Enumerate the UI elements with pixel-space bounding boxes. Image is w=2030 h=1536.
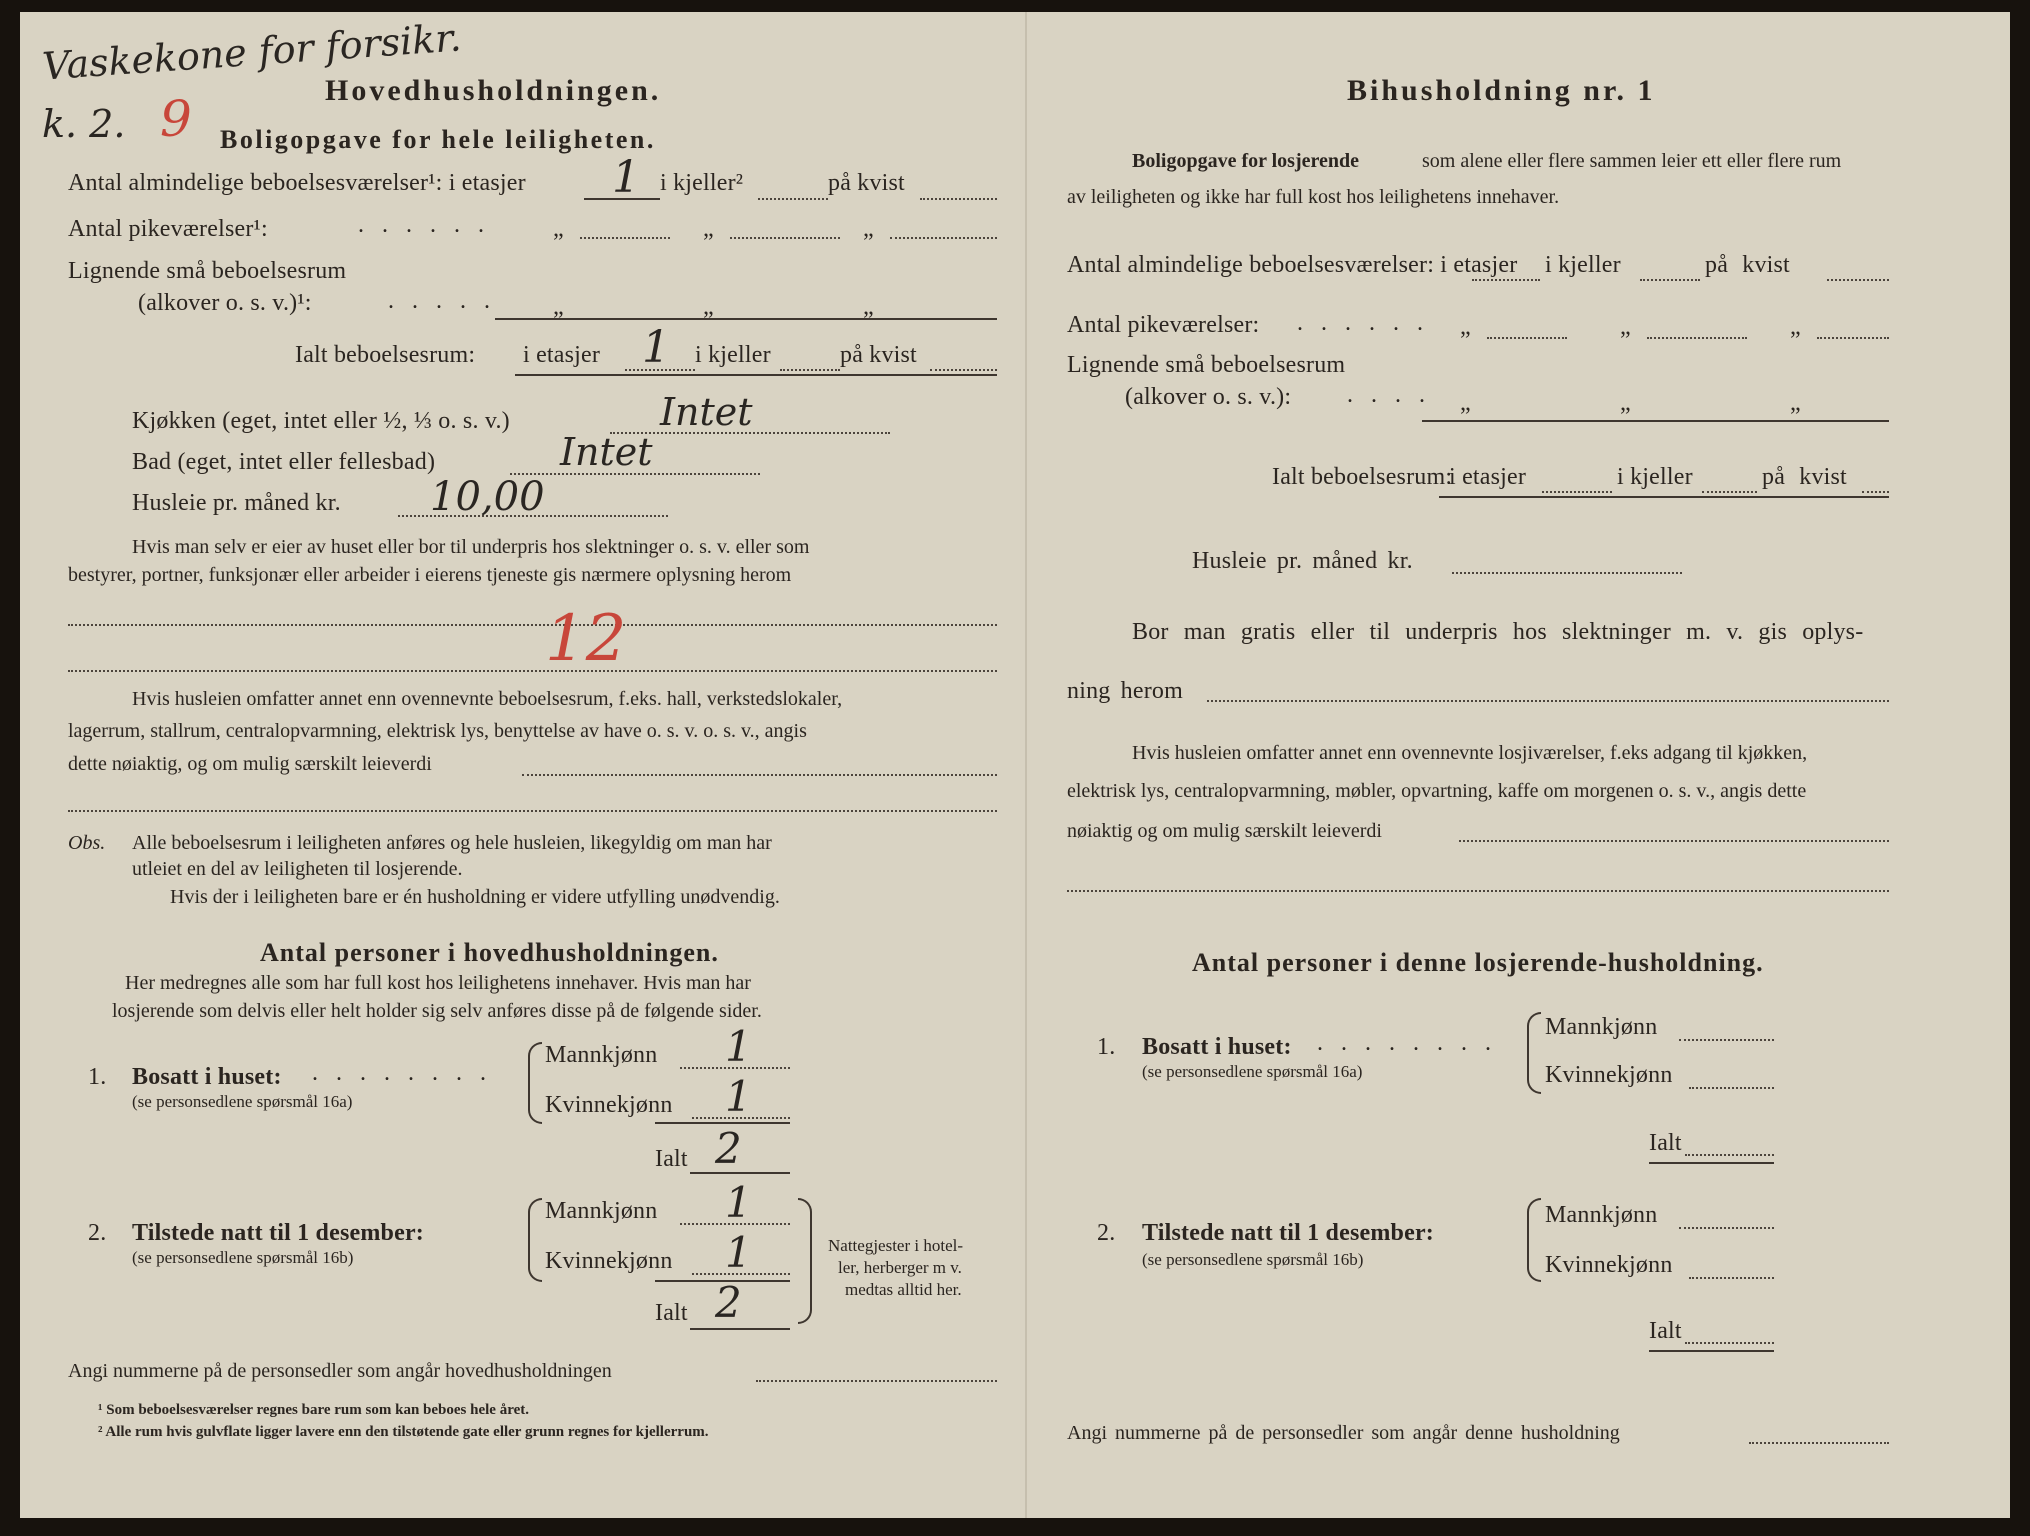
right-q1-sum-rule [1649, 1162, 1774, 1164]
right-angi-text: Angi nummerne på de personsedler som angår denne husholdning [1067, 1422, 1620, 1444]
eier-text-1: Hvis man selv er eier av huset eller bor til underpris hos slektninger o. s. v. eller som [132, 536, 810, 558]
q2-brace [528, 1198, 542, 1282]
right-q1-number: 1. [1097, 1034, 1116, 1060]
right-lignende-ditto-2: „ [1620, 390, 1631, 416]
right-pike-ditto-3: „ [1790, 314, 1801, 340]
q2-sub: (se personsedlene spørsmål 16b) [132, 1248, 354, 1267]
right-pike-ditto-1: „ [1460, 314, 1471, 340]
census-form-sheet [20, 12, 2010, 1518]
q2-label: Tilstede natt til 1 desember: [132, 1220, 424, 1246]
right-q1-mann-field[interactable] [1679, 1039, 1774, 1041]
q1-sub: (se personsedlene spørsmål 16a) [132, 1092, 353, 1111]
page-title: Hovedhusholdningen. [325, 74, 662, 107]
right-rooms-kjeller-field[interactable] [1640, 279, 1700, 281]
right-rooms-kvist-field[interactable] [1827, 279, 1889, 281]
q2-sum-rule [655, 1280, 790, 1282]
right-ialt-kjeller-label: i kjeller [1617, 464, 1693, 490]
omfatter-text-3: dette nøiaktig, og om mulig særskilt leieverdi [68, 753, 432, 775]
obs-label: Obs. [68, 832, 106, 854]
right-omfatter-field[interactable] [1459, 840, 1889, 842]
handwritten-note-occupation: Vaskekone for forsikr. [40, 15, 463, 89]
rooms-label: Antal almindelige beboelsesværelser¹: i etasjer [68, 170, 526, 196]
pike-ditto-2: „ [703, 216, 714, 242]
q1-label: Bosatt i huset: [132, 1064, 282, 1090]
obs-text-3: Hvis der i leiligheten bare er én husholdning er videre utfylling unødvendig. [170, 886, 780, 908]
omfatter-field-line-2[interactable] [68, 810, 997, 812]
persons-text-1: Her medregnes alle som har full kost hos leilighetens innehaver. Hvis man har [125, 972, 751, 994]
q2-number: 2. [88, 1220, 107, 1246]
handwritten-note-kind: k. 2. [42, 102, 126, 146]
right-q2-ialt-label: Ialt [1649, 1318, 1682, 1344]
q2-ialt-value: 2 [715, 1278, 742, 1327]
rooms-kvist-label: på kvist [828, 170, 905, 196]
right-ialt-etasjer-field[interactable] [1542, 491, 1612, 493]
kjokken-value: Intet [660, 390, 753, 434]
ialt-kvist-field[interactable] [930, 369, 997, 371]
q2-ialt-label: Ialt [655, 1300, 688, 1326]
angi-field[interactable] [756, 1380, 997, 1382]
right-q1-sub: (se personsedlene spørsmål 16a) [1142, 1062, 1363, 1081]
right-rooms-kjeller-label: i kjeller [1545, 252, 1621, 278]
right-angi-field[interactable] [1749, 1442, 1889, 1444]
right-q2-label: Tilstede natt til 1 desember: [1142, 1220, 1434, 1246]
pike-etasjer-field[interactable] [580, 237, 670, 239]
right-omfatter-text-1: Hvis husleien omfatter annet enn ovennevnte losjiværelser, f.eks adgang til kjøkken, [1132, 742, 1808, 764]
right-lignende-dots: . . . . [1347, 382, 1431, 408]
lignende-ditto-2: „ [703, 294, 714, 320]
q1-sum-rule [655, 1122, 790, 1124]
ialt-kvist-label: på kvist [840, 342, 917, 368]
right-persons-title: Antal personer i denne losjerende-husholdning. [1192, 948, 1764, 977]
right-ialt-kjeller-field[interactable] [1702, 491, 1757, 493]
right-q1-ialt-label: Ialt [1649, 1130, 1682, 1156]
right-pike-kvist-field[interactable] [1817, 337, 1889, 339]
lignende-label-2: (alkover o. s. v.)¹: [138, 290, 312, 316]
right-pike-kjeller-field[interactable] [1647, 337, 1747, 339]
pike-ditto-1: „ [553, 216, 564, 242]
ialt-kjeller-field[interactable] [780, 369, 840, 371]
eier-field-line-2[interactable] [68, 670, 997, 672]
right-q1-brace [1527, 1012, 1541, 1094]
q2-mann-label: Mannkjønn [545, 1198, 658, 1224]
obs-text-1: Alle beboelsesrum i leiligheten anføres og hele husleien, likegyldig om man har [132, 832, 772, 854]
pike-ditto-3: „ [863, 216, 874, 242]
omfatter-text-2: lagerrum, stallrum, centralopvarmning, elektrisk lys, benyttelse av have o. s. v. o. s. v., angis [68, 720, 807, 742]
right-gratis-text-1: Bor man gratis eller til underpris hos slektninger m. v. gis oplys- [1132, 619, 1864, 645]
right-rooms-label: Antal almindelige beboelsesværelser: i etasjer [1067, 252, 1518, 278]
right-q2-sub: (se personsedlene spørsmål 16b) [1142, 1250, 1364, 1269]
right-lignende-label-1: Lignende små beboelsesrum [1067, 352, 1346, 378]
ialt-label: Ialt beboelsesrum: [295, 342, 476, 368]
right-ialt-kvist-label: på kvist [1762, 464, 1847, 490]
right-rooms-etasjer-field[interactable] [1472, 279, 1540, 281]
lignende-ditto-1: „ [553, 294, 564, 320]
footnote-1: ¹ Som beboelsesværelser regnes bare rum som kan beboes hele året. [98, 1402, 529, 1418]
right-lignende-label-2: (alkover o. s. v.): [1125, 384, 1292, 410]
kjokken-label: Kjøkken (eget, intet eller ½, ⅓ o. s. v.) [132, 408, 510, 434]
q2-kvinne-value: 1 [725, 1228, 752, 1277]
right-q1-mann-label: Mannkjønn [1545, 1014, 1658, 1040]
right-q2-mann-field[interactable] [1679, 1227, 1774, 1229]
right-lignende-field[interactable] [1422, 420, 1889, 422]
ialt-kjeller-label: i kjeller [695, 342, 771, 368]
eier-field-line-1[interactable] [68, 624, 997, 626]
ialt-underline [515, 374, 997, 376]
right-ialt-underline [1439, 496, 1889, 498]
q2-kvinne-label: Kvinnekjønn [545, 1248, 673, 1274]
page-subtitle: Boligopgave for hele leiligheten. [220, 125, 656, 154]
persons-title: Antal personer i hovedhusholdningen. [260, 938, 719, 967]
rooms-kvist-field[interactable] [920, 198, 997, 200]
right-q1-dots: . . . . . . . . [1317, 1030, 1497, 1056]
rooms-kjeller-label: i kjeller² [660, 170, 744, 196]
right-rooms-kvist-label: på kvist [1705, 252, 1790, 278]
right-omfatter-text-2: elektrisk lys, centralopvarmning, møbler, opvartning, kaffe om morgenen o. s. v., angis dette [1067, 780, 1807, 802]
omfatter-field[interactable] [522, 774, 997, 776]
husleie-label: Husleie pr. måned kr. [132, 490, 341, 516]
obs-text-2: utleiet en del av leiligheten til losjerende. [132, 858, 463, 880]
right-intro-1: som alene eller flere sammen leier ett eller flere rum [1422, 150, 1842, 172]
right-gratis-field[interactable] [1207, 700, 1889, 702]
bad-label: Bad (eget, intet eller fellesbad) [132, 449, 436, 475]
q1-mann-value: 1 [725, 1022, 752, 1071]
q1-mann-label: Mannkjønn [545, 1042, 658, 1068]
right-omfatter-field-line-2[interactable] [1067, 890, 1889, 892]
q1-kvinne-label: Kvinnekjønn [545, 1092, 673, 1118]
q2-ialt-field[interactable] [690, 1328, 790, 1330]
lignende-label-1: Lignende små beboelsesrum [68, 258, 347, 284]
q2-note-brace [798, 1198, 812, 1324]
ialt-etasjer-value: 1 [642, 322, 670, 373]
q1-dots: . . . . . . . . [312, 1060, 492, 1086]
right-intro-bold: Boligopgave for losjerende [1132, 150, 1360, 172]
persons-text-2: losjerende som delvis eller helt holder sig selv anføres disse på de følgende sider. [112, 1000, 762, 1022]
omfatter-text-1: Hvis husleien omfatter annet enn ovennevnte beboelsesrum, f.eks. hall, verkstedslokaler, [132, 688, 843, 710]
right-ialt-kvist-field[interactable] [1862, 491, 1889, 493]
pike-label: Antal pikeværelser¹: [68, 216, 268, 242]
bad-value: Intet [560, 430, 653, 474]
husleie-value: 10,00 [430, 474, 545, 520]
right-q1-label: Bosatt i huset: [1142, 1034, 1292, 1060]
rooms-kjeller-field[interactable] [758, 198, 828, 200]
q1-ialt-label: Ialt [655, 1146, 688, 1172]
q2-mann-value: 1 [725, 1178, 752, 1227]
right-pike-etasjer-field[interactable] [1487, 337, 1567, 339]
q1-number: 1. [88, 1064, 107, 1090]
ialt-etasjer-label: i etasjer [523, 342, 601, 368]
lignende-dots: . . . . . [388, 288, 496, 314]
right-q2-mann-label: Mannkjønn [1545, 1202, 1658, 1228]
angi-text: Angi nummerne på de personsedler som angår hovedhusholdningen [68, 1360, 612, 1382]
left-page-hovedhusholdningen [20, 12, 1025, 1518]
right-pike-dots: . . . . . . [1297, 310, 1429, 336]
right-husleie-label: Husleie pr. måned kr. [1192, 548, 1413, 574]
right-q2-kvinne-label: Kvinnekjønn [1545, 1252, 1673, 1278]
pike-kvist-field[interactable] [890, 237, 997, 239]
eier-text-2: bestyrer, portner, funksjonær eller arbeider i eierens tjeneste gis nærmere oplysning herom [68, 564, 792, 586]
right-q2-kvinne-field[interactable] [1689, 1277, 1774, 1279]
right-lignende-ditto-3: „ [1790, 390, 1801, 416]
right-omfatter-text-3: nøiaktig og om mulig særskilt leieverdi [1067, 820, 1382, 842]
right-intro-2: av leiligheten og ikke har full kost hos leilighetens innehaver. [1067, 186, 1560, 208]
footnote-2: ² Alle rum hvis gulvflate ligger lavere enn den tilstøtende gate eller grunn regnes for kjellerrum. [98, 1424, 709, 1440]
right-gratis-text-2: ning herom [1067, 678, 1183, 704]
right-page-bihusholdning [1025, 12, 2012, 1518]
right-pike-label: Antal pikeværelser: [1067, 312, 1260, 338]
right-lignende-ditto-1: „ [1460, 390, 1471, 416]
right-ialt-etasjer-label: i etasjer [1449, 464, 1527, 490]
right-q2-number: 2. [1097, 1220, 1116, 1246]
right-q1-kvinne-field[interactable] [1689, 1087, 1774, 1089]
q1-kvinne-value: 1 [725, 1072, 752, 1121]
right-q2-brace [1527, 1198, 1541, 1282]
right-q1-kvinne-label: Kvinnekjønn [1545, 1062, 1673, 1088]
pike-dots: . . . . . . [358, 212, 490, 238]
red-handwritten-number: 9 [160, 90, 192, 148]
right-q2-sum-rule [1649, 1350, 1774, 1352]
right-pike-ditto-2: „ [1620, 314, 1631, 340]
red-handwritten-number-12: 12 [545, 602, 627, 676]
rooms-etasjer-value: 1 [612, 152, 640, 203]
lignende-ditto-3: „ [863, 294, 874, 320]
pike-kjeller-field[interactable] [730, 237, 840, 239]
q1-ialt-value: 2 [715, 1124, 742, 1173]
right-husleie-field[interactable] [1452, 572, 1682, 574]
lignende-field[interactable] [495, 318, 997, 320]
natt-note-2: ler, herberger m v. [838, 1258, 962, 1277]
right-q2-ialt-field[interactable] [1685, 1342, 1774, 1344]
natt-note-1: Nattegjester i hotel- [828, 1236, 964, 1255]
right-page-title: Bihusholdning nr. 1 [1347, 74, 1656, 107]
natt-note-3: medtas alltid her. [845, 1280, 962, 1299]
right-ialt-label: Ialt beboelsesrum: [1272, 464, 1453, 490]
right-q1-ialt-field[interactable] [1685, 1154, 1774, 1156]
q1-brace [528, 1042, 542, 1124]
